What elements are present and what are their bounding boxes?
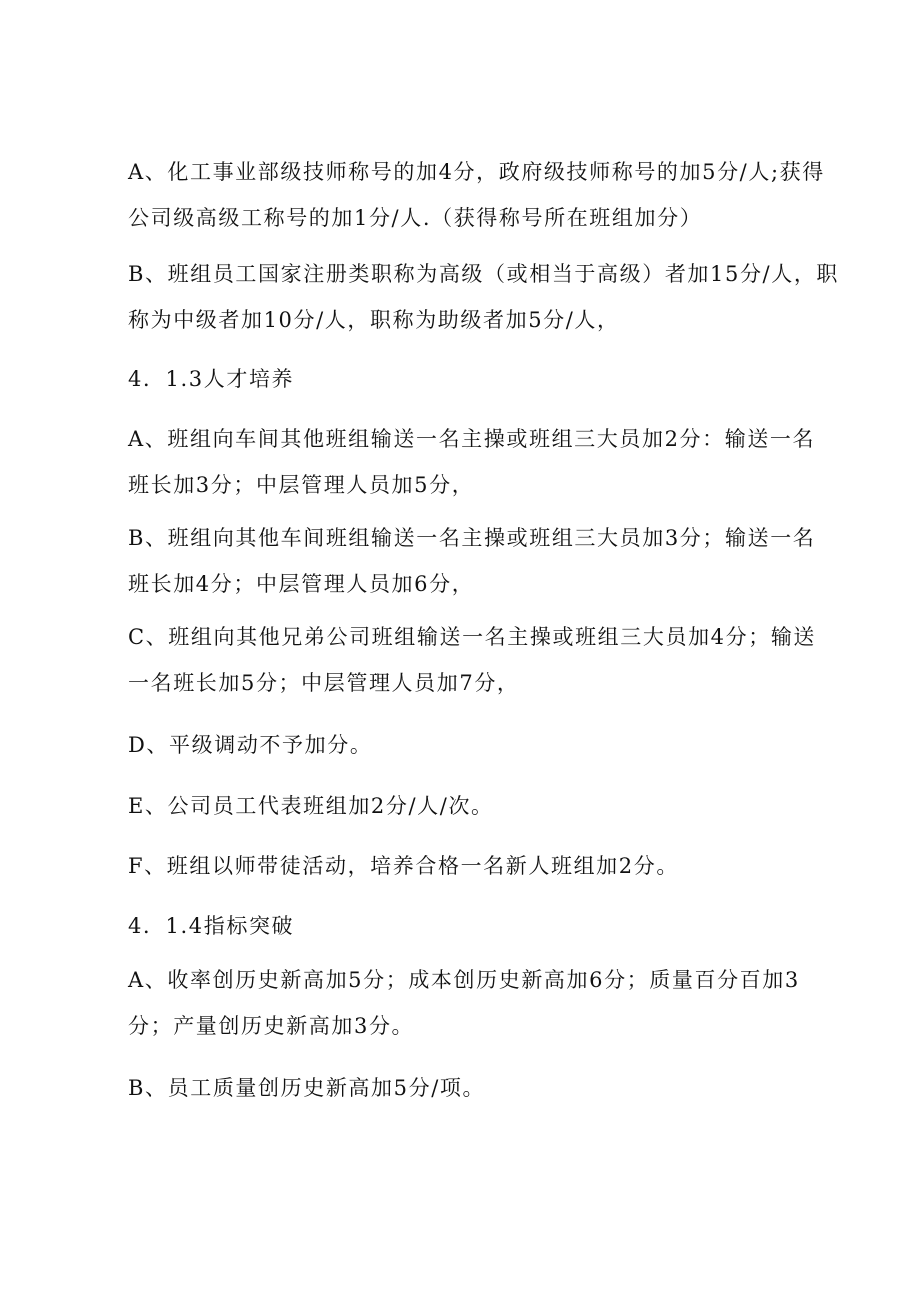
section-heading-indicator-breakthrough bbox=[128, 903, 798, 949]
text-line: B、班组向其他车间班组输送一名主操或班组三大员加3分；输送一名 bbox=[128, 526, 816, 550]
paragraph-transfer-other-workshop bbox=[128, 515, 816, 607]
paragraph-mentorship bbox=[128, 843, 798, 889]
paragraph-transfer-sibling-company bbox=[128, 614, 817, 706]
text-line: A、班组向车间其他班组输送一名主操或班组三大员加2分：输送一名 bbox=[128, 427, 816, 451]
text-line: B、员工质量创历史新高加5分/项。 bbox=[128, 1076, 486, 1100]
text-line: 班长加3分；中层管理人员加5分， bbox=[128, 473, 475, 497]
paragraph-transfer-within-workshop bbox=[128, 416, 816, 508]
text-line: D、平级调动不予加分。 bbox=[128, 733, 373, 757]
text-line: 公司级高级工称号的加1分/人.（获得称号所在班组加分） bbox=[128, 206, 703, 230]
text-line: A、化工事业部级技师称号的加4分，政府级技师称号的加5分/人;获得 bbox=[128, 160, 825, 184]
text-line: 称为中级者加10分/人，职称为助级者加5分/人， bbox=[128, 308, 620, 332]
paragraph-technician-title-bonus bbox=[128, 149, 825, 241]
paragraph-record-breaking-metrics bbox=[128, 957, 798, 1049]
text-line: 一名班长加5分；中层管理人员加7分， bbox=[128, 671, 520, 695]
text-line: 班长加4分；中层管理人员加6分， bbox=[128, 572, 475, 596]
heading-text: 4．1.3人才培养 bbox=[128, 367, 295, 391]
paragraph-professional-title-bonus bbox=[128, 251, 840, 343]
text-line: C、班组向其他兄弟公司班组输送一名主操或班组三大员加4分；输送 bbox=[128, 625, 817, 649]
paragraph-employee-quality-record bbox=[128, 1065, 798, 1111]
heading-text: 4．1.4指标突破 bbox=[128, 914, 295, 938]
text-line: F、班组以师带徒活动，培养合格一名新人班组加2分。 bbox=[128, 854, 679, 878]
text-line: A、收率创历史新高加5分；成本创历史新高加6分；质量百分百加3 bbox=[128, 968, 800, 992]
text-line: 分；产量创历史新高加3分。 bbox=[128, 1014, 415, 1038]
text-line: E、公司员工代表班组加2分/人/次。 bbox=[128, 794, 494, 818]
paragraph-lateral-transfer bbox=[128, 722, 798, 768]
section-heading-talent-training bbox=[128, 356, 798, 402]
paragraph-employee-representative bbox=[128, 783, 798, 829]
text-line: B、班组员工国家注册类职称为高级（或相当于高级）者加15分/人，职 bbox=[128, 262, 840, 286]
